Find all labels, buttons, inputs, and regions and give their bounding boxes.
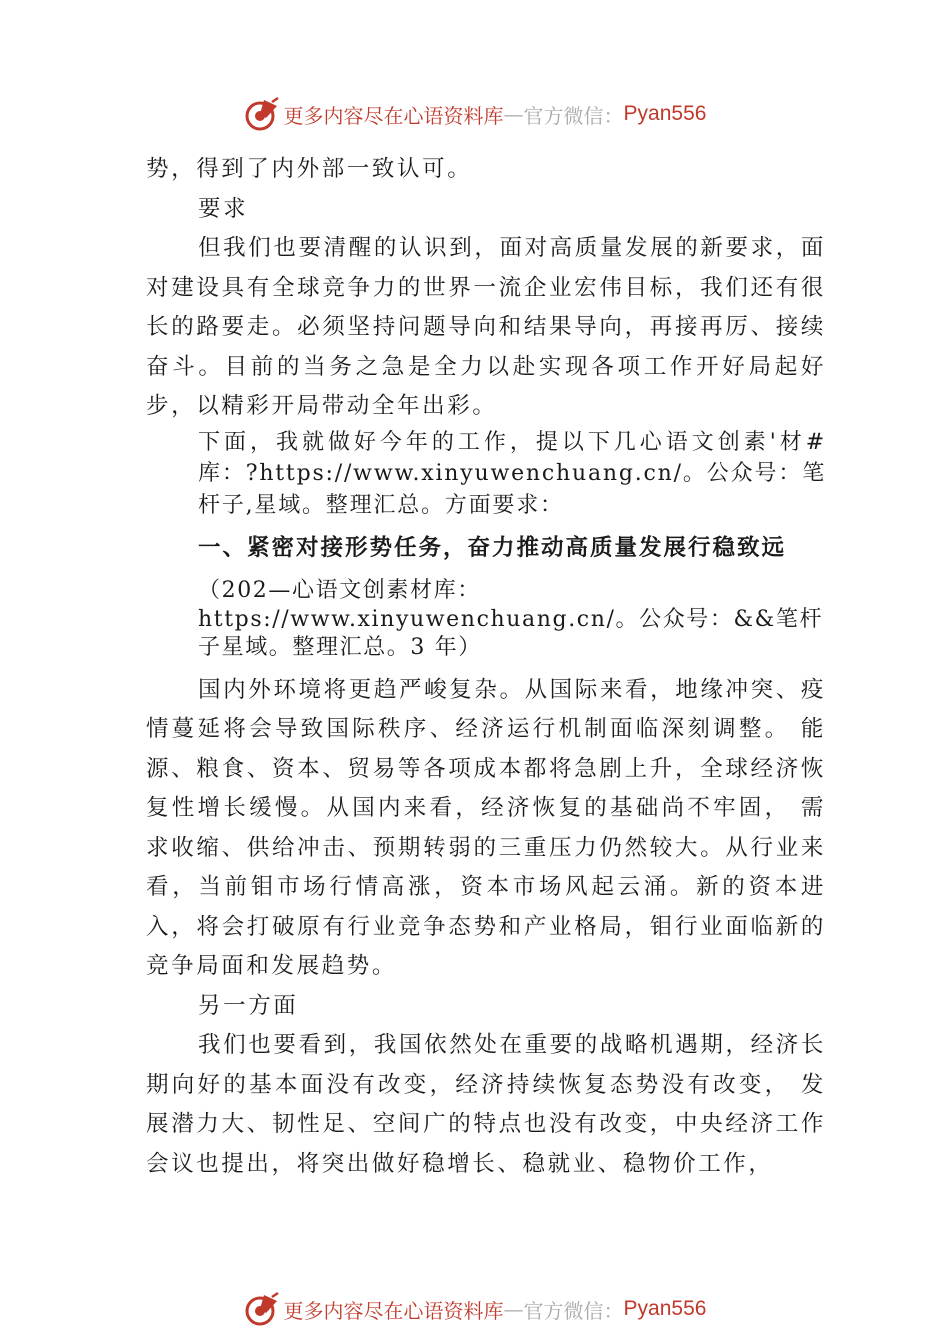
header-banner: [0, 92, 950, 136]
banner-text: 更多内容尽在心语资料库: [283, 1298, 504, 1323]
banner-separator: —: [503, 1297, 524, 1321]
paragraph-environment: 国内外环境将更趋严峻复杂。从国际来看，地缘冲突、疫情蔓延将会导致国际秩序、经济运行机制面临深刻调整。 能源、粮食、资本、贸易等各项成本都将急剧上升，全球经济恢复性增长缓慢。从国内来看，经济恢复的基础尚不牢固， 需求收缩、供给冲击、预期转弱的三重压力仍然较大。从行业来看，当前钼市场行情高涨，资本市场风起云涌。新的资本进入，将会打破原有行业竞争态势和产业格局，钼行业面临新的竞争局面和发展趋势。: [146, 676, 826, 979]
paragraph-continuation: 势，得到了内外部一致认可。: [146, 156, 473, 182]
pen-logo-icon: [244, 96, 280, 132]
section-heading: 一、紧密对接形势任务，奋力推动高质量发展行稳致远: [198, 535, 787, 561]
banner-wechat-label: 官方微信：: [523, 1298, 624, 1323]
footer-banner: [0, 1287, 950, 1331]
banner-wechat-label: 官方微信：: [523, 103, 624, 128]
banner-wechat-id: Pyan556: [623, 1297, 707, 1320]
paragraph-intro: 下面，我就做好今年的工作，提以下几心语文创素'材#库：?https://www.xinyuwenchuang.cn/。公众号：笔杆子,星域。整理汇总。方面要求：: [198, 429, 826, 518]
paragraph-requirement-label: 要求: [198, 195, 249, 222]
paragraph-other-side-label: 另一方面: [198, 992, 299, 1019]
banner-separator: —: [503, 102, 524, 126]
banner-wechat-id: Pyan556: [623, 102, 707, 125]
paragraph-awareness: 但我们也要清醒的认识到，面对高质量发展的新要求，面对建设具有全球竞争力的世界一流企业宏伟目标，我们还有很长的路要走。必须坚持问题导向和结果导向，再接再厉、接续奋斗。目前的当务之急是全力以赴实现各项工作开好局起好步，以精彩开局带动全年出彩。: [146, 235, 826, 419]
document-body: [146, 150, 826, 1184]
source-note: （202—心语文创素材库：https://www.xinyuwenchuang.cn/。公众号：&&笔杆子星域。整理汇总。3 年）: [198, 578, 824, 660]
paragraph-opportunity: 我们也要看到，我国依然处在重要的战略机遇期，经济长期向好的基本面没有改变，经济持续恢复态势没有改变， 发展潜力大、韧性足、空间广的特点也没有改变，中央经济工作会议也提出，将突出做好稳增长、稳就业、稳物价工作，: [146, 1032, 826, 1177]
pen-logo-icon: [244, 1291, 280, 1327]
banner-text: 更多内容尽在心语资料库: [283, 103, 504, 128]
